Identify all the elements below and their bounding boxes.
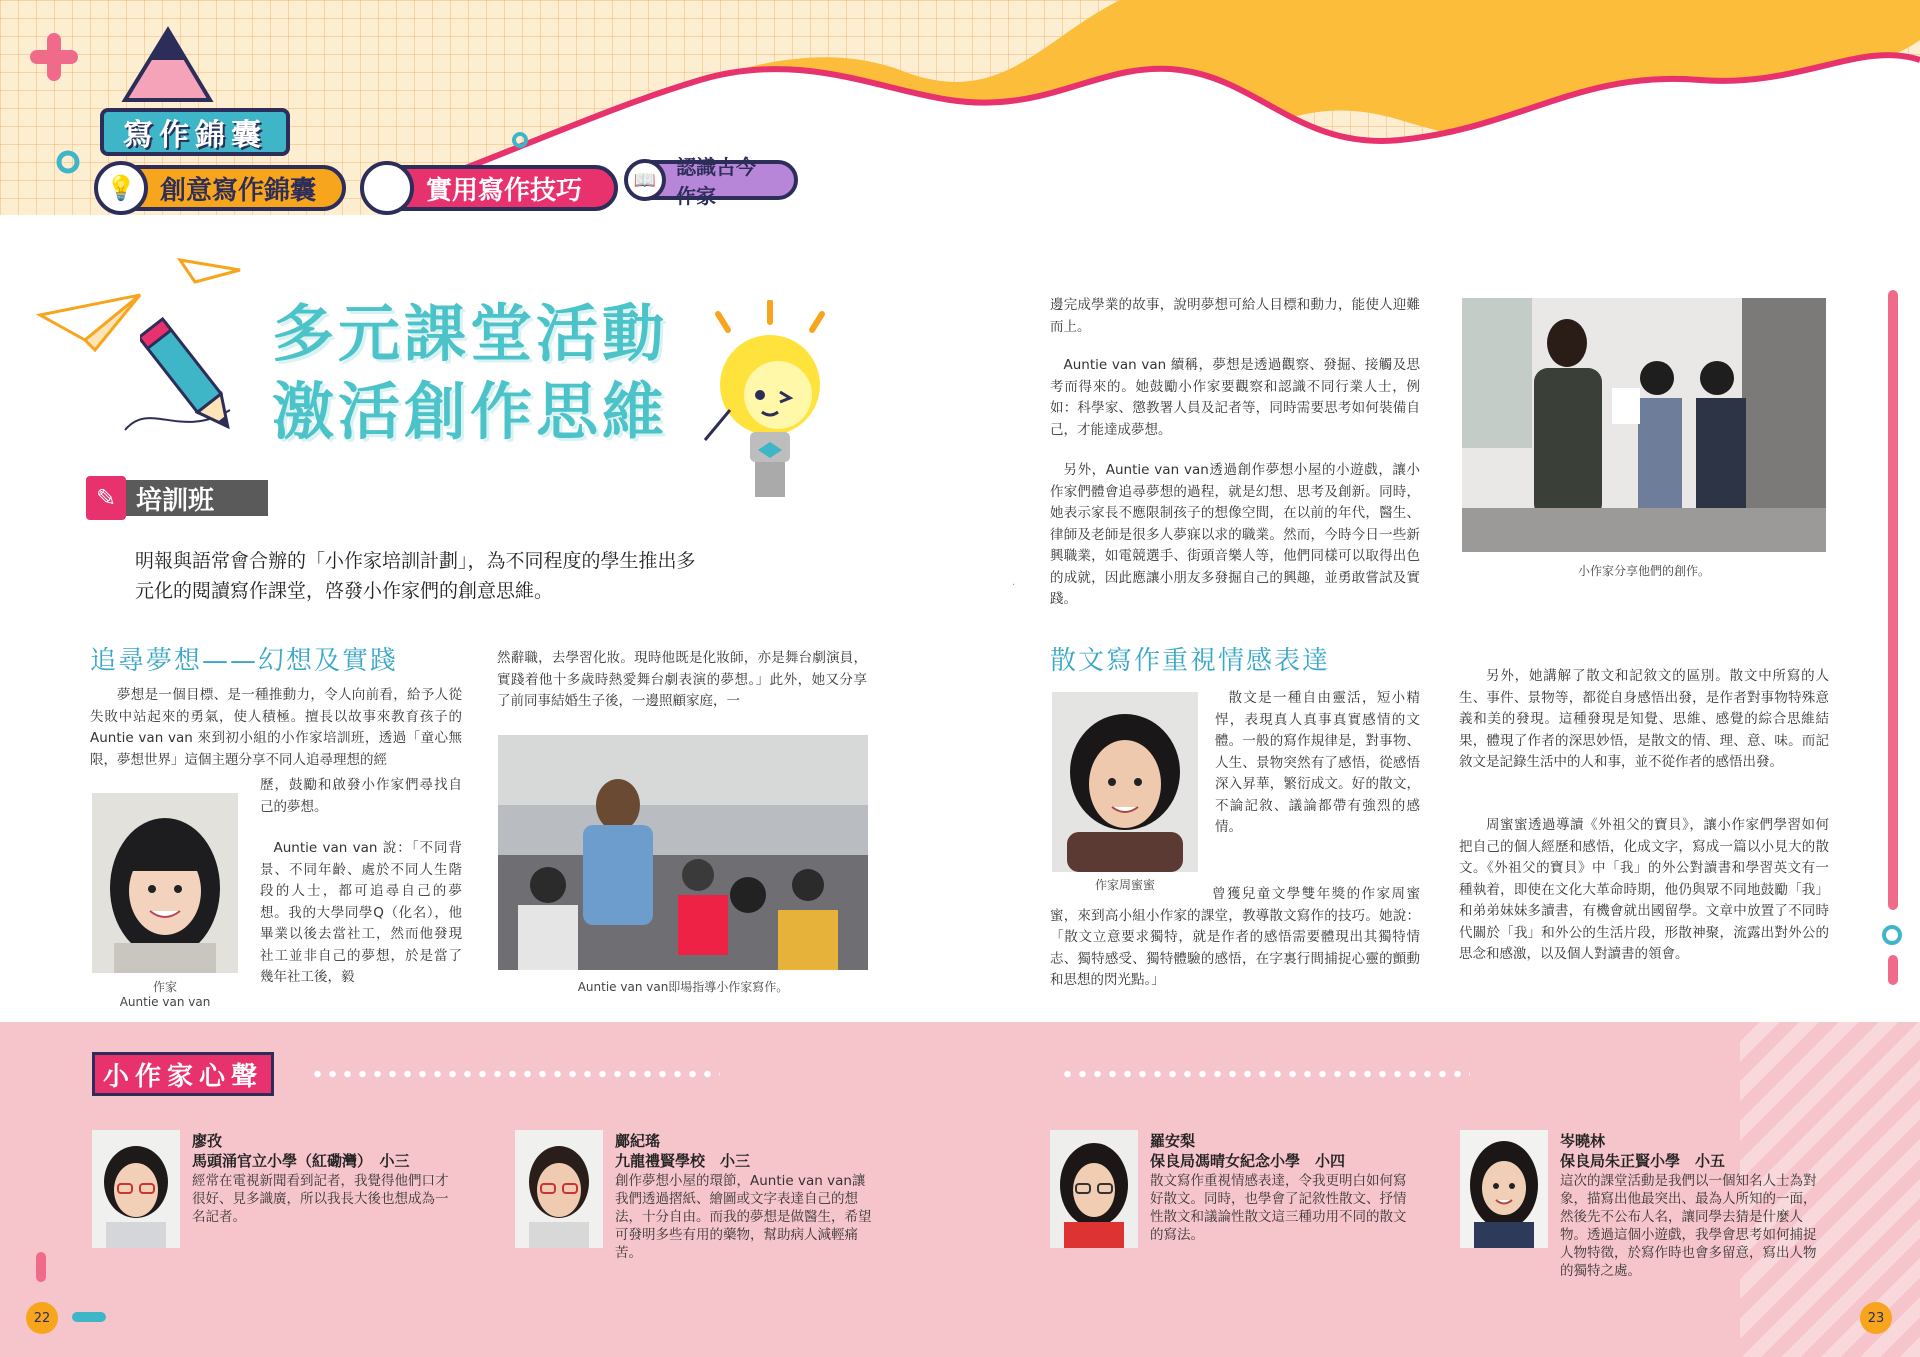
page-number-right: 23 [1860, 1302, 1892, 1334]
student-card [515, 1130, 885, 1260]
tab-creative-writing-label: 創意寫作錦囊 [160, 175, 317, 206]
student-avatar [515, 1130, 603, 1248]
crop-mark: · [1012, 580, 1016, 591]
student-name: 鄺紀瑤 [615, 1132, 661, 1150]
bottom-bar-left [36, 1252, 46, 1282]
lightbulb-mascot-icon [700, 300, 840, 510]
ring-icon [1882, 925, 1902, 945]
section-tag-training [92, 480, 268, 516]
student-quote: 這次的課堂活動是我們以一個知名人士為對象，描寫出他最突出、最為人所知的一面，然後先不公布人名，讓同學去猜是什麼人物。透過這個小遊戲，我學會思考如何捕捉人物特徵，於寫作時也會多留意，寫出人物的獨特之處。 [1560, 1173, 1817, 1279]
pencil-icon [140, 315, 240, 445]
student-card [92, 1130, 462, 1260]
student-card [1460, 1130, 1830, 1279]
pencil-icon: ✎ [360, 161, 414, 215]
author-caption-line1: 作家 [152, 980, 177, 994]
page-title [272, 295, 668, 451]
article1-heading: 追尋夢想——幻想及實踐 [90, 646, 399, 676]
title-line-2: 激活創作思維 [272, 375, 669, 448]
article1-para2: Auntie van van 說：「不同背景、不同年齡、處於不同人生階段的人士，都可追尋自己的夢想。我的大學同學Q（化名），他畢業以後去當社工，然而他發現社工並非自己的夢想，於是當了幾年社工後，毅 [260, 840, 462, 985]
article2-heading: 散文寫作重視情感表達 [1050, 646, 1331, 676]
student-quote: 散文寫作重視情感表達，令我更明白如何寫好散文。同時，也學會了記敘性散文、抒情性散文和議論性散文這三種功用不同的散文的寫法。 [1150, 1173, 1407, 1243]
tab-know-authors-label: 認識古今作家 [676, 155, 756, 208]
dots-divider-left [310, 1070, 720, 1078]
article1-right-p1: Auntie van van 續稱，夢想是透過觀察、發掘、接觸及思考而得來的。她鼓勵小作家要觀察和認識不同行業人士，例如：科學家、懲教署人員及記者等，同時需要思考如何裝備自己，才能達成夢想。 [1050, 357, 1420, 438]
article1-col2: 然辭職，去學習化妝。現時他既是化妝師，亦是舞台劇演員，實踐着他十多歲時熱愛舞台劇表演的夢想。」此外，她又分享了前同事結婚生子後，一邊照顧家庭，一 [497, 650, 867, 709]
dots-divider-right [1060, 1070, 1470, 1078]
author-caption-auntie [92, 980, 238, 1010]
article1-para1: 夢想是一個目標、是一種推動力，令人向前看，給予人從失敗中站起來的勇氣，使人積極。擅長以故事來教育孩子的Auntie van van 來到初小組的小作家培訓班，透過「童心無限，夢想世界」這個主題分享不同人追尋理想的經 [90, 687, 462, 768]
student-school: 九龍禮賢學校 小三 [615, 1152, 751, 1170]
student-school: 馬頭涌官立小學（紅磡灣） 小三 [192, 1152, 410, 1170]
title-line-1: 多元課堂活動 [272, 297, 669, 370]
article1-right-p0: 邊完成學業的故事，說明夢想可給人目標和動力，能使人迎難而上。 [1050, 297, 1420, 335]
students-sharing-photo [1462, 298, 1826, 552]
book-icon: 📖 [624, 159, 666, 201]
tab-creative-writing[interactable] [96, 165, 346, 211]
student-school: 保良局馮晴女紀念小學 小四 [1150, 1152, 1346, 1170]
tab-practical-writing-label: 實用寫作技巧 [426, 175, 583, 206]
classroom-photo [498, 735, 868, 970]
student-avatar [92, 1130, 180, 1248]
student-quote: 經常在電視新聞看到記者，我覺得他們口才很好、見多識廣，所以我長大後也想成為一名記者。 [192, 1173, 449, 1225]
bottom-dash [72, 1312, 106, 1322]
article1-right-p2: 另外，Auntie van van透過創作夢想小屋的小遊戲，讓小作家們體會追尋夢想的過程，就是幻想、思考及創新。同時，她表示家長不應限制孩子的想像空間，在以前的年代，醫生、律師及老師是很多人夢寐以求的職業。然而，今時今日一些新興職業，如電競選手、街頭音樂人等，他們同樣可以取得出色的成就，因此應讓小朋友多發掘自己的興趣，並勇敢嘗試及實踐。 [1050, 462, 1420, 607]
author-photo-chau-mat-mat [1052, 692, 1198, 872]
page-number-left: 22 [26, 1302, 58, 1334]
article2-p4: 周蜜蜜透過導讀《外祖父的寶貝》，讓小作家們學習如何把自己的個人經歷和感悟，化成文字，寫成一篇以小見大的散文。《外祖父的寶貝》中「我」的外公對讀書和學習英文有一種執着，即使在文化大革命時期，他仍與眾不同地鼓勵「我」和弟弟妹妹多讀書，有機會就出國留學。文章中放置了不同時代關於「我」和外公的生活片段，形散神聚，流露出對外公的思念和感激，以及個人對讀書的領會。 [1459, 817, 1829, 962]
student-avatar [1050, 1130, 1138, 1248]
article2-p3: 另外，她講解了散文和記敘文的區別。散文中所寫的人生、事件、景物等，都從自身感悟出發，是作者對事物特殊意義和美的發現。這種發現是知覺、思維、感覺的綜合思維結果，體現了作者的深思妙悟，是散文的情、理、意、味。而記敘文是記錄生活中的人和事，並不從作者的感悟出發。 [1459, 668, 1829, 770]
article2-p2: 曾獲兒童文學雙年獎的作家周蜜蜜，來到高小組小作家的課堂，教導散文寫作的技巧。她說：「散文立意要求獨特，就是作者的感悟需要體現出其獨特情志、獨特感受、獨特體驗的感悟，在字裏行間捕捉心靈的顫動和思想的閃光點。」 [1050, 886, 1420, 988]
student-name: 岑曉林 [1560, 1132, 1606, 1150]
tab-practical-writing[interactable] [362, 165, 618, 211]
student-name: 羅安梨 [1150, 1132, 1196, 1150]
author-caption-line2: Auntie van van [119, 995, 211, 1009]
right-side-bar [1888, 290, 1898, 910]
section-tag-label: 培訓班 [136, 485, 215, 516]
brand-badge: 寫作錦囊 [100, 108, 290, 156]
author-photo-auntie-van-van [92, 793, 238, 973]
right-side-bar-short [1888, 955, 1898, 985]
classroom-caption: Auntie van van即場指導小作家寫作。 [577, 980, 789, 994]
student-card [1050, 1130, 1420, 1260]
article2-p1: 散文是一種自由靈活，短小精悍，表現真人真事真實感情的文體。一般的寫作規律是，對事物、人生、景物突然有了感悟，從感悟深入昇華，繁衍成文。好的散文，不論記敘、議論都帶有強烈的感情。 [1215, 690, 1420, 835]
author-caption-chau: 作家周蜜蜜 [1094, 878, 1155, 892]
student-quote: 創作夢想小屋的環節，Auntie van van讓我們透過摺紙、繪圖或文字表達自己的想法，十分自由。而我的夢想是做醫生，希望可發明多些有用的藥物，幫助病人減輕痛苦。 [615, 1173, 872, 1261]
article1-para1-cont: 歷，鼓勵和啟發小作家們尋找自己的夢想。 [260, 777, 462, 815]
student-avatar [1460, 1130, 1548, 1248]
student-name: 廖孜 [192, 1132, 223, 1150]
intro-paragraph: 明報與語常會合辦的「小作家培訓計劃」，為不同程度的學生推出多元化的閱讀寫作課堂，啓發小作家們的創意思維。 [135, 550, 696, 602]
voices-title: 小作家心聲 [92, 1052, 274, 1096]
tab-know-authors[interactable] [626, 155, 798, 208]
students-sharing-caption: 小作家分享他們的創作。 [1577, 564, 1710, 578]
student-school: 保良局朱正賢小學 小五 [1560, 1152, 1726, 1170]
pen-icon: ✎ [86, 476, 126, 520]
lightbulb-icon: 💡 [94, 161, 148, 215]
